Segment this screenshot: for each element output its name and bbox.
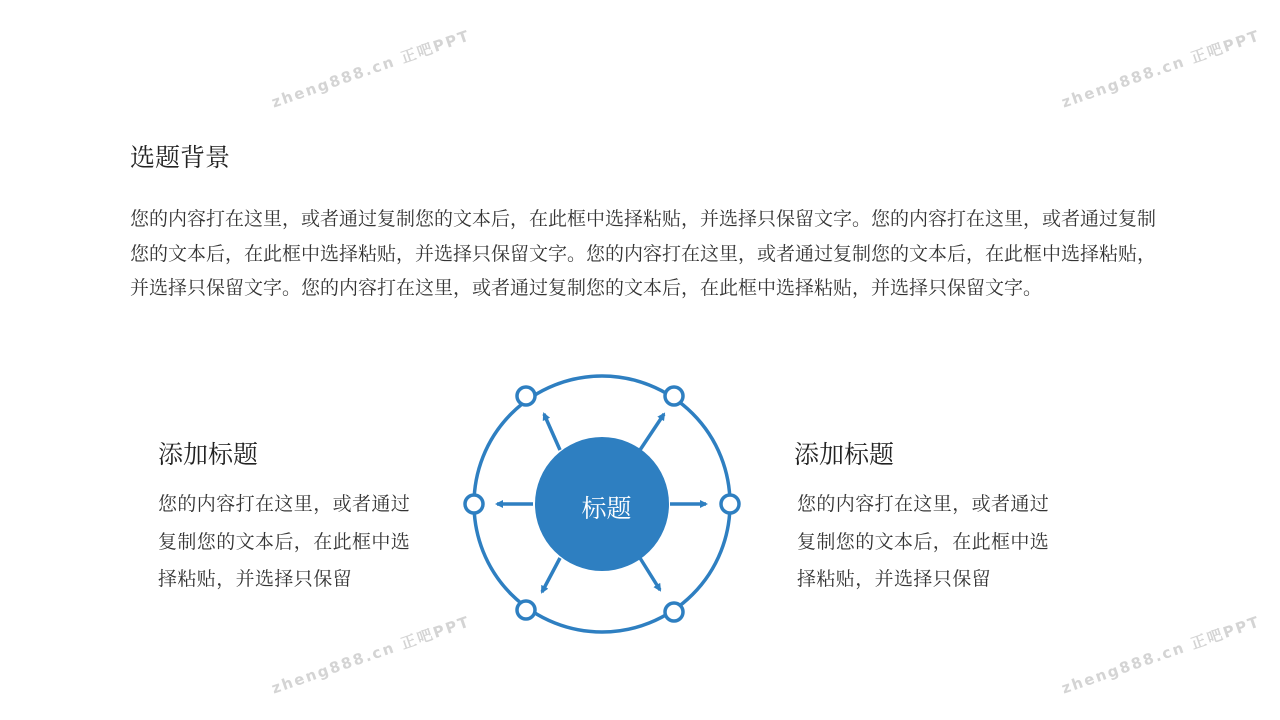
ring-node-top-right xyxy=(665,387,683,405)
right-text-block xyxy=(794,436,1064,599)
ring-node-right xyxy=(721,495,739,513)
arrow-upper-left xyxy=(544,414,560,450)
arrow-lower-right xyxy=(640,558,660,590)
ring-node-bottom-right xyxy=(665,603,683,621)
page-title: 选题背景 xyxy=(130,143,231,172)
right-block-text: 您的内容打在这里，或者通过复制您的文本后，在此框中选择粘贴，并选择只保留 xyxy=(797,493,1050,590)
left-text-block xyxy=(158,436,428,599)
arrow-upper-right xyxy=(640,414,664,450)
left-block-text: 您的内容打在这里，或者通过复制您的文本后，在此框中选择粘贴，并选择只保留 xyxy=(158,493,411,590)
center-circle xyxy=(535,437,669,571)
watermark: zheng888.cn 正吧PPT xyxy=(1059,26,1263,112)
ring-node-bottom-left xyxy=(517,601,535,619)
radial-diagram-graphic xyxy=(450,362,760,652)
right-block-title: 添加标题 xyxy=(794,440,895,469)
watermark: zheng888.cn 正吧PPT xyxy=(269,26,473,112)
ring-node-top-left xyxy=(517,387,535,405)
intro-paragraph: 您的内容打在这里，或者通过复制您的文本后，在此框中选择粘贴，并选择只保留文字。您的内容打在这里，或者通过复制您的文本后，在此框中选择粘贴，并选择只保留文字。您的内容打在这里，或者通过复制您的文本后，在此框中选择粘贴，并选择只保留文字。您的内容打在这里，或者通过复制您的文本后，在此框中选择粘贴，并选择只保留文字。 xyxy=(130,208,1157,299)
center-label: 标题 xyxy=(581,494,632,523)
watermark: zheng888.cn 正吧PPT xyxy=(1059,612,1263,698)
arrow-lower-left xyxy=(542,558,560,592)
watermark: zheng888.cn 正吧PPT xyxy=(269,612,473,698)
radial-diagram xyxy=(450,362,760,652)
ring-node-left xyxy=(465,495,483,513)
left-block-title: 添加标题 xyxy=(158,440,259,469)
